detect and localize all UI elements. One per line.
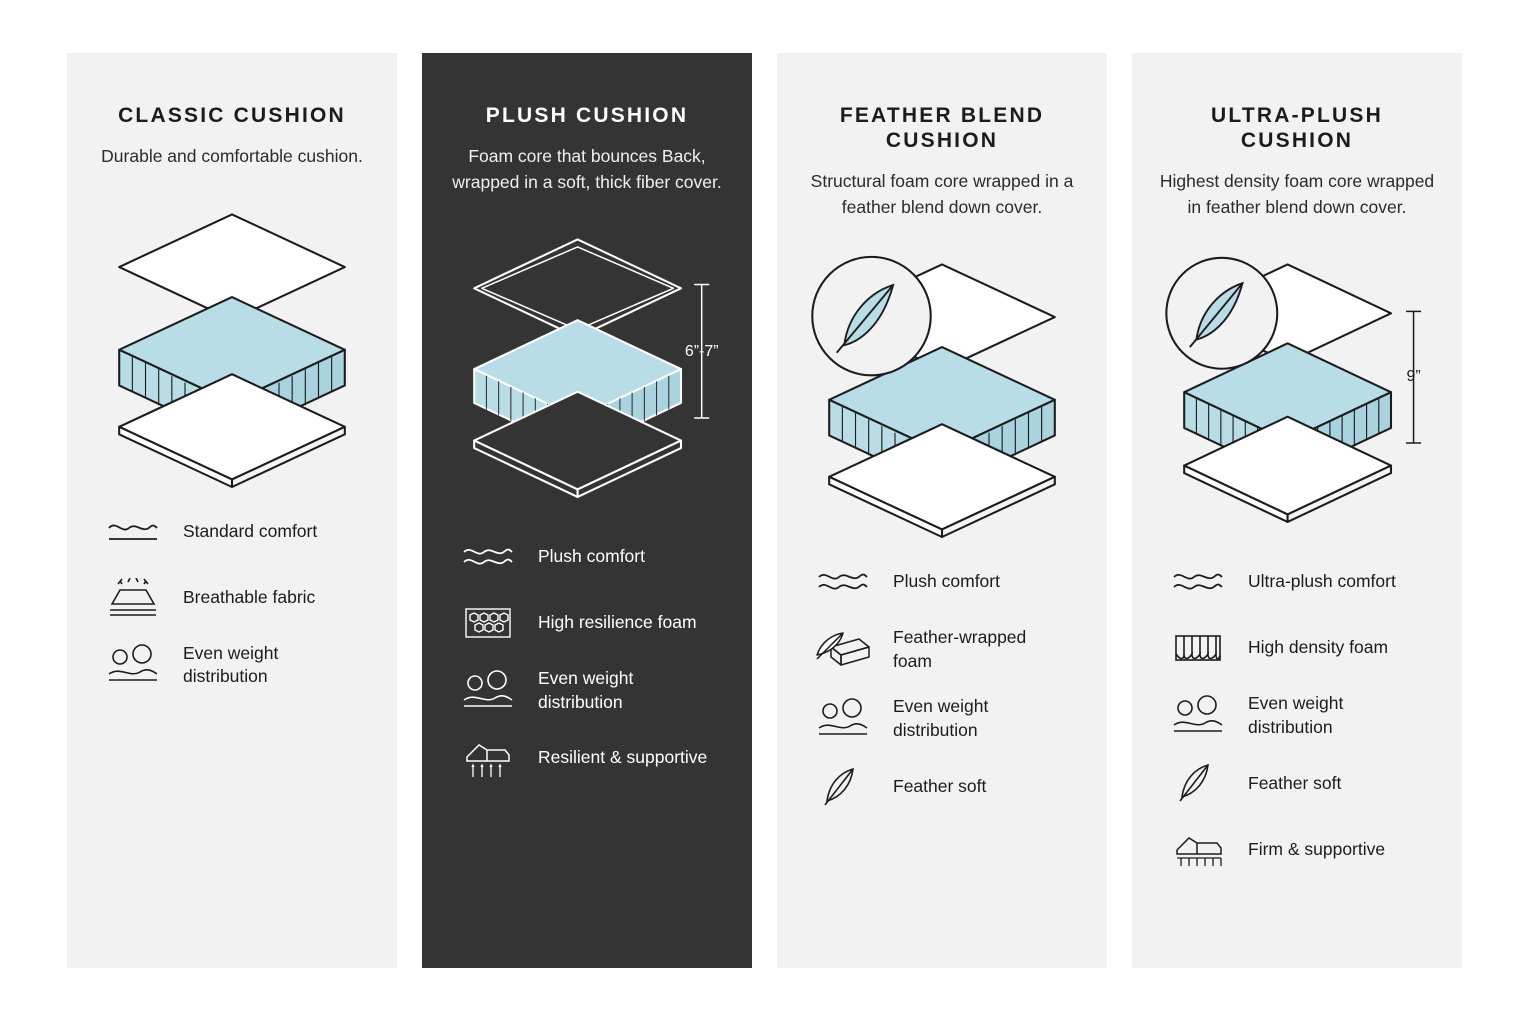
feather-wrapped-foam-icon <box>815 628 871 672</box>
feature-label: Even weight distribution <box>1248 693 1344 737</box>
exploded-cushion-illustration <box>91 196 373 496</box>
feature-item <box>1170 761 1424 805</box>
cushion-diagram-classic <box>91 196 373 496</box>
feature-label: Plush comfort <box>538 546 645 567</box>
exploded-cushion-illustration <box>446 221 728 521</box>
feature-list <box>801 560 1083 809</box>
high-density-foam-icon <box>1170 626 1226 670</box>
card-description: Durable and comfortable cushion. <box>101 146 363 167</box>
card-ultra-plush-cushion <box>1132 53 1462 968</box>
exploded-cushion-illustration <box>1156 246 1438 546</box>
card-feather-blend-cushion <box>777 53 1107 968</box>
feature-label: Feather soft <box>893 775 987 796</box>
card-description: Structural foam core wrapped in a feather blend down cover. <box>810 171 1074 217</box>
leaf-badge <box>1166 258 1277 369</box>
feature-label: High density foam <box>1248 637 1389 658</box>
feature-item <box>815 626 1069 673</box>
feature-item <box>815 765 1069 809</box>
cushion-diagram-ultra-plush <box>1156 246 1438 546</box>
card-classic-cushion <box>67 53 397 968</box>
feature-label: Ultra-plush comfort <box>1248 571 1396 592</box>
feature-item <box>105 510 359 554</box>
leaf-badge <box>812 257 930 375</box>
feature-list <box>91 510 373 689</box>
feature-label: Even weight distribution <box>538 667 634 712</box>
feature-item <box>105 576 359 620</box>
feature-label: Standard comfort <box>183 520 318 541</box>
cushion-diagram-feather-blend <box>801 246 1083 546</box>
even-weight-icon <box>815 697 871 741</box>
feature-item <box>460 667 714 714</box>
card-title: CLASSIC CUSHION <box>118 104 346 127</box>
exploded-cushion-illustration <box>801 246 1083 546</box>
wave-icon <box>460 535 516 579</box>
wave-icon <box>815 560 871 604</box>
feather-icon <box>815 765 871 809</box>
feature-item <box>460 535 714 579</box>
feature-label: Resilient & supportive <box>538 747 708 768</box>
dimension-label: 9” <box>1406 368 1421 386</box>
feather-icon <box>1170 761 1226 805</box>
card-description: Foam core that bounces Back, wrapped in a soft, thick fiber cover. <box>452 146 722 192</box>
card-plush-cushion <box>422 53 752 968</box>
feature-label: Breathable fabric <box>183 586 316 607</box>
feature-label: Even weight distribution <box>893 696 989 740</box>
feature-item <box>1170 560 1424 604</box>
feature-item <box>815 560 1069 604</box>
feature-list <box>446 535 728 780</box>
feature-label: Plush comfort <box>893 571 1000 592</box>
firm-support-icon <box>1170 827 1226 871</box>
feature-label: Even weight distribution <box>183 642 279 687</box>
card-title: PLUSH CUSHION <box>485 104 689 127</box>
feature-item <box>1170 626 1424 670</box>
even-weight-icon <box>105 643 161 687</box>
feature-item <box>460 601 714 645</box>
cushion-diagram-plush <box>446 221 728 521</box>
feature-item <box>460 736 714 780</box>
resilient-support-icon <box>460 736 516 780</box>
feature-label: Feather soft <box>1248 772 1342 793</box>
card-title: FEATHER BLEND CUSHION <box>839 104 1045 153</box>
card-title: ULTRA-PLUSH CUSHION <box>1211 104 1383 153</box>
feature-item <box>1170 827 1424 871</box>
card-description: Highest density foam core wrapped in feather blend down cover. <box>1159 171 1435 217</box>
breathable-fabric-icon <box>105 576 161 620</box>
even-weight-icon <box>1170 694 1226 738</box>
feature-label: Feather-wrapped foam <box>893 627 1027 671</box>
feature-item <box>1170 692 1424 739</box>
feature-item <box>815 695 1069 742</box>
honeycomb-foam-icon <box>460 601 516 645</box>
even-weight-icon <box>460 669 516 713</box>
feature-item <box>105 642 359 689</box>
wave-icon <box>105 510 161 554</box>
feature-label: Firm & supportive <box>1248 838 1386 859</box>
feature-list <box>1156 560 1438 871</box>
feature-label: High resilience foam <box>538 612 697 633</box>
dimension-label: 6”-7” <box>684 342 719 360</box>
wave-icon <box>1170 560 1226 604</box>
